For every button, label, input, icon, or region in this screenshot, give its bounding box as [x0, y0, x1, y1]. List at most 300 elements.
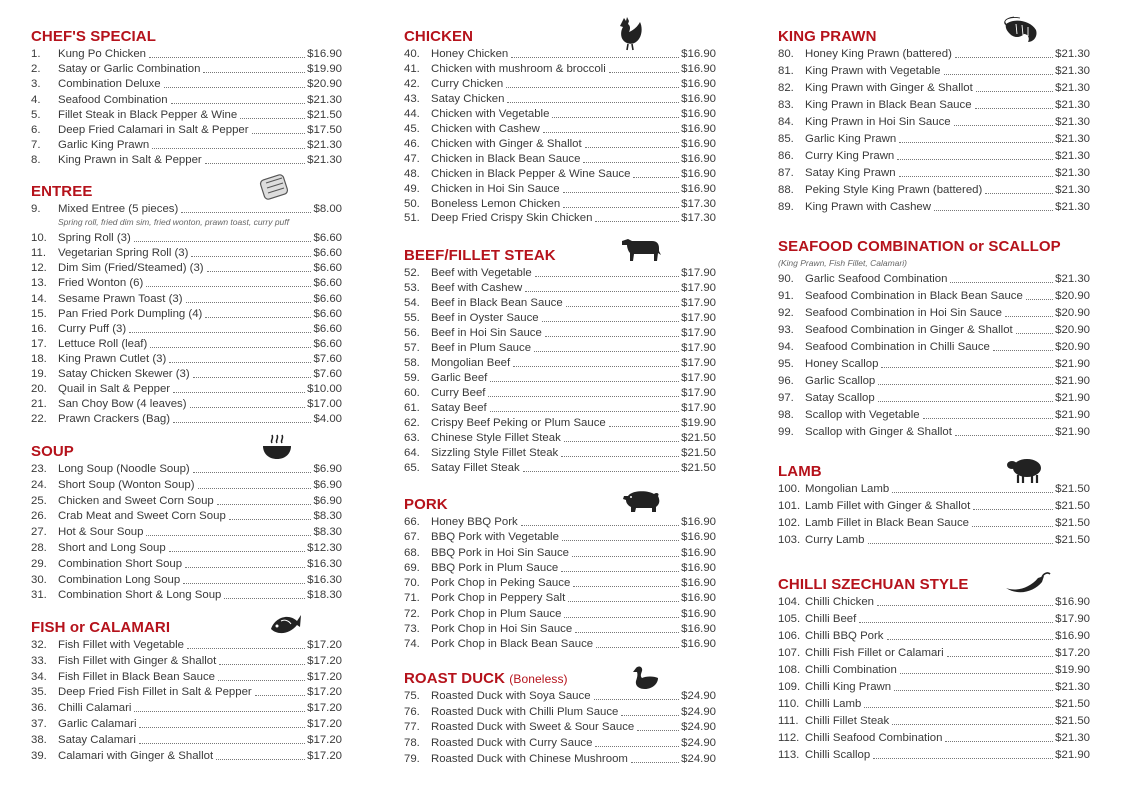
item-number: 56.	[404, 327, 420, 339]
item-leader	[523, 471, 680, 472]
item-price: $21.30	[1055, 732, 1090, 744]
item-number: 37.	[31, 718, 47, 730]
menu-item	[778, 532, 1090, 547]
item-name: Chicken with Cashew	[431, 122, 540, 135]
item-leader	[169, 362, 311, 363]
item-number: 28.	[31, 542, 47, 554]
menu-item	[778, 611, 1090, 626]
menu-item	[404, 445, 716, 460]
item-price: $24.90	[681, 737, 716, 750]
item-name: Deep Fried Calamari in Salt & Pepper	[58, 124, 249, 136]
item-leader	[545, 336, 679, 337]
item-leader	[894, 690, 1053, 691]
menu-item	[404, 46, 716, 61]
item-price: $24.90	[681, 752, 716, 765]
item-name: Chilli Beef	[805, 613, 857, 625]
section-title: SEAFOOD COMBINATION or SCALLOP	[778, 238, 1061, 255]
item-name: Garlic Seafood Combination	[805, 273, 948, 285]
item-price: $21.50	[1055, 698, 1090, 710]
prawn-icon	[1000, 14, 1044, 48]
menu-item	[778, 199, 1090, 214]
item-number: 66.	[404, 516, 420, 528]
item-leader	[511, 57, 679, 58]
menu-item	[778, 696, 1090, 711]
item-leader	[596, 647, 679, 648]
item-leader	[562, 540, 679, 541]
section-title: FISH or CALAMARI	[31, 619, 171, 636]
menu-item	[31, 275, 342, 290]
item-name: King Prawn with Ginger & Shallot	[805, 81, 973, 94]
item-number: 35.	[31, 686, 47, 699]
item-price: $6.90	[313, 478, 342, 491]
item-leader	[173, 392, 305, 393]
item-leader	[955, 57, 1053, 58]
item-number: 14.	[31, 292, 47, 305]
item-name: Vegetarian Spring Roll (3)	[58, 247, 189, 260]
item-name: Satay Chicken Skewer (3)	[58, 368, 190, 380]
item-number: 29.	[31, 557, 47, 570]
item-leader	[881, 367, 1053, 368]
item-name: Chilli Fillet Steak	[805, 715, 890, 727]
item-leader	[169, 551, 305, 552]
item-price: $21.30	[307, 139, 342, 152]
item-price: $21.30	[307, 154, 342, 167]
item-price: $19.90	[1055, 664, 1090, 676]
item-name: Chilli Scallop	[805, 749, 871, 761]
item-leader	[1026, 299, 1053, 300]
menu-item	[31, 122, 342, 137]
item-leader	[583, 162, 679, 163]
item-name: Pork Chop in Black Bean Sauce	[431, 638, 594, 650]
item-name: Short Soup (Wonton Soup)	[58, 478, 195, 491]
menu-item	[31, 524, 342, 539]
item-leader	[609, 72, 679, 73]
item-price: $24.90	[681, 721, 716, 734]
item-leader	[198, 488, 312, 489]
item-number: 5.	[31, 108, 41, 121]
item-leader	[947, 656, 1054, 657]
item-number: 41.	[404, 62, 420, 75]
menu-item	[404, 91, 716, 106]
menu-item	[31, 572, 342, 587]
item-name: Fish Fillet with Ginger & Shallot	[58, 654, 217, 667]
item-price: $17.90	[681, 357, 716, 369]
item-leader	[164, 87, 306, 88]
item-number: 42.	[404, 77, 420, 90]
item-price: $16.90	[681, 77, 716, 90]
item-name: Chicken with mushroom & broccoli	[431, 62, 606, 75]
item-number: 103.	[778, 534, 801, 546]
menu-item	[778, 322, 1090, 337]
item-name: Satay Chicken	[431, 92, 505, 105]
item-name: Seafood Combination in Black Bean Sauce	[805, 290, 1023, 302]
item-number: 75.	[404, 690, 420, 702]
item-price: $21.50	[1055, 500, 1090, 512]
item-leader	[224, 598, 305, 599]
menu-item	[31, 92, 342, 107]
item-number: 19.	[31, 368, 47, 380]
item-leader	[190, 407, 306, 408]
section-title: CHICKEN	[404, 28, 474, 45]
menu-item	[778, 288, 1090, 303]
item-name: BBQ Pork in Hoi Sin Sauce	[431, 546, 570, 559]
item-number: 22.	[31, 413, 47, 426]
menu-item	[404, 385, 716, 400]
item-number: 3.	[31, 78, 41, 91]
item-number: 86.	[778, 149, 794, 162]
menu-item	[778, 713, 1090, 728]
item-price: $6.60	[313, 277, 342, 290]
item-leader	[950, 282, 1053, 283]
item-price: $21.30	[1055, 200, 1090, 213]
item-leader	[506, 87, 679, 88]
item-name: Honey King Prawn (battered)	[805, 48, 952, 60]
section-title: LAMB	[778, 463, 822, 480]
menu-item	[31, 245, 342, 260]
menu-item	[404, 76, 716, 91]
item-name: King Prawn in Black Bean Sauce	[805, 98, 972, 111]
item-price: $17.90	[681, 327, 716, 339]
item-price: $6.90	[313, 463, 342, 475]
item-leader	[993, 350, 1053, 351]
item-number: 59.	[404, 372, 420, 384]
item-name: Beef in Hoi Sin Sauce	[431, 327, 542, 339]
item-leader	[594, 699, 680, 700]
item-name: Sizzling Style Fillet Steak	[431, 447, 559, 459]
menu-item	[31, 684, 342, 699]
item-leader	[563, 192, 680, 193]
item-number: 107.	[778, 647, 801, 659]
item-name: Curry Chicken	[431, 77, 504, 90]
section-note: Spring roll, fried dim sim, fried wonton, prawn toast, curry puff	[58, 217, 290, 227]
section-title-sub: (Boneless)	[509, 672, 568, 686]
item-number: 46.	[404, 137, 420, 150]
item-price: $17.20	[307, 639, 342, 651]
item-leader	[543, 132, 679, 133]
item-price: $16.90	[681, 107, 716, 120]
item-number: 98.	[778, 409, 794, 421]
item-price: $18.30	[307, 589, 342, 602]
menu-item	[31, 351, 342, 366]
item-leader	[193, 472, 312, 473]
item-number: 38.	[31, 733, 47, 746]
item-name: Honey BBQ Pork	[431, 516, 518, 528]
item-leader	[535, 276, 679, 277]
item-number: 16.	[31, 322, 47, 335]
item-number: 95.	[778, 358, 794, 370]
item-price: $17.90	[681, 297, 716, 309]
menu-item	[31, 508, 342, 523]
menu-item	[31, 321, 342, 336]
menu-item	[31, 76, 342, 91]
item-price: $16.90	[681, 122, 716, 135]
item-leader	[186, 302, 312, 303]
item-leader	[152, 148, 305, 149]
item-leader	[899, 176, 1054, 177]
item-leader	[205, 163, 305, 164]
item-price: $21.30	[1055, 183, 1090, 196]
item-leader	[205, 317, 311, 318]
item-leader	[575, 632, 679, 633]
item-name: Combination Deluxe	[58, 78, 161, 91]
menu-item	[404, 529, 716, 544]
item-number: 54.	[404, 297, 420, 309]
item-price: $12.30	[307, 542, 342, 554]
item-price: $8.30	[313, 510, 342, 523]
item-name: Chicken in Black Bean Sauce	[431, 152, 581, 165]
item-price: $17.50	[307, 124, 342, 136]
item-name: Chilli BBQ Pork	[805, 630, 884, 642]
item-leader	[542, 321, 680, 322]
item-number: 97.	[778, 392, 794, 404]
spring-roll-icon	[259, 173, 289, 201]
fish-icon	[267, 609, 303, 639]
item-price: $7.60	[313, 368, 342, 380]
menu-item	[778, 373, 1090, 388]
item-price: $16.90	[681, 48, 716, 60]
section-title: ENTREE	[31, 183, 93, 200]
section-title: BEEF/FILLET STEAK	[404, 247, 556, 264]
menu-item	[404, 735, 716, 750]
item-number: 74.	[404, 638, 420, 650]
item-leader	[561, 456, 679, 457]
item-number: 36.	[31, 702, 47, 715]
item-name: Pork Chop in Peking Sauce	[431, 577, 571, 589]
item-leader	[973, 509, 1053, 510]
item-leader	[173, 422, 311, 423]
item-leader	[878, 384, 1053, 385]
menu-item	[31, 732, 342, 747]
menu-item	[404, 430, 716, 445]
item-name: San Choy Bow (4 leaves)	[58, 398, 187, 411]
item-price: $16.90	[681, 182, 716, 195]
menu-item	[31, 411, 342, 426]
item-leader	[488, 396, 679, 397]
item-leader	[955, 435, 1053, 436]
item-number: 26.	[31, 510, 47, 523]
menu-item	[778, 662, 1090, 677]
menu-item	[404, 310, 716, 325]
menu-item	[778, 747, 1090, 762]
item-price: $21.30	[307, 93, 342, 106]
item-name: Quail in Salt & Pepper	[58, 383, 171, 396]
item-name: Boneless Lemon Chicken	[431, 197, 561, 210]
item-price: $17.90	[681, 387, 716, 399]
item-number: 55.	[404, 312, 420, 324]
item-price: $16.30	[307, 557, 342, 570]
cow-icon	[620, 235, 662, 263]
menu-item	[778, 407, 1090, 422]
menu-item	[404, 688, 716, 703]
item-name: Honey Chicken	[431, 48, 509, 60]
item-price: $17.20	[307, 670, 342, 683]
item-leader	[513, 366, 679, 367]
item-leader	[218, 680, 305, 681]
item-name: Fish Fillet in Black Bean Sauce	[58, 670, 216, 683]
item-leader	[255, 695, 305, 696]
item-name: BBQ Pork with Vegetable	[431, 531, 559, 544]
item-name: Honey Scallop	[805, 358, 879, 370]
item-price: $20.90	[1055, 307, 1090, 319]
menu-item	[404, 121, 716, 136]
item-price: $21.30	[1055, 48, 1090, 60]
item-price: $17.90	[1055, 613, 1090, 625]
item-number: 102.	[778, 517, 801, 529]
item-name: Satay King Prawn	[805, 166, 896, 179]
item-name: Chilli Chicken	[805, 596, 875, 608]
chilli-pepper-icon	[1004, 570, 1052, 596]
item-leader	[631, 762, 679, 763]
item-number: 104.	[778, 596, 801, 608]
item-number: 57.	[404, 342, 420, 354]
menu-item	[778, 63, 1090, 78]
item-number: 73.	[404, 622, 420, 635]
item-price: $21.50	[1055, 534, 1090, 546]
menu-item	[31, 716, 342, 731]
menu-item	[404, 545, 716, 560]
item-price: $17.20	[307, 749, 342, 762]
menu-item	[404, 719, 716, 734]
menu-item	[778, 271, 1090, 286]
menu-item	[31, 137, 342, 152]
item-name: Fish Fillet with Vegetable	[58, 639, 184, 651]
item-number: 67.	[404, 531, 420, 544]
item-number: 96.	[778, 375, 794, 387]
item-leader	[595, 746, 679, 747]
menu-item	[31, 477, 342, 492]
item-number: 113.	[778, 749, 800, 761]
item-leader	[1016, 333, 1053, 334]
item-leader	[525, 291, 679, 292]
section-title: KING PRAWN	[778, 28, 877, 45]
item-leader	[609, 426, 679, 427]
item-name: Lettuce Roll (leaf)	[58, 337, 148, 350]
item-number: 69.	[404, 561, 420, 574]
menu-item	[778, 594, 1090, 609]
item-number: 101.	[778, 500, 801, 512]
item-number: 82.	[778, 81, 794, 94]
item-price: $21.50	[681, 462, 716, 474]
item-name: Lamb Fillet in Black Bean Sauce	[805, 517, 969, 529]
item-name: BBQ Pork in Plum Sauce	[431, 561, 559, 574]
item-price: $20.90	[307, 78, 342, 91]
item-leader	[892, 724, 1053, 725]
item-leader	[864, 707, 1053, 708]
item-leader	[972, 526, 1053, 527]
item-name: Fillet Steak in Black Pepper & Wine	[58, 108, 238, 121]
item-leader	[944, 74, 1054, 75]
item-number: 8.	[31, 154, 41, 167]
item-name: Curry Puff (3)	[58, 322, 127, 335]
menu-item	[404, 560, 716, 575]
item-price: $21.50	[681, 447, 716, 459]
item-number: 9.	[31, 203, 41, 215]
item-number: 64.	[404, 447, 420, 459]
menu-item	[31, 637, 342, 652]
menu-item	[31, 46, 342, 61]
item-number: 61.	[404, 402, 420, 414]
menu-item	[31, 260, 342, 275]
item-number: 6.	[31, 124, 41, 136]
item-name: King Prawn with Vegetable	[805, 64, 941, 77]
item-price: $17.20	[307, 686, 342, 699]
item-price: $21.30	[1055, 149, 1090, 162]
item-leader	[490, 411, 679, 412]
menu-item	[31, 291, 342, 306]
item-number: 39.	[31, 749, 47, 762]
menu-item	[778, 424, 1090, 439]
item-leader	[139, 743, 305, 744]
item-price: $21.90	[1055, 358, 1090, 370]
menu-item	[778, 80, 1090, 95]
menu-item	[404, 325, 716, 340]
item-price: $16.90	[681, 546, 716, 559]
menu-item	[31, 381, 342, 396]
item-number: 78.	[404, 737, 420, 750]
item-number: 10.	[31, 232, 47, 245]
item-leader	[229, 519, 312, 520]
item-price: $21.30	[1055, 64, 1090, 77]
item-number: 68.	[404, 546, 420, 559]
item-name: King Prawn with Cashew	[805, 200, 931, 213]
item-number: 92.	[778, 307, 794, 319]
item-number: 53.	[404, 282, 420, 294]
item-price: $6.60	[313, 232, 342, 245]
item-price: $6.90	[313, 494, 342, 507]
item-number: 94.	[778, 341, 794, 353]
item-number: 25.	[31, 494, 47, 507]
item-leader	[563, 207, 679, 208]
item-price: $16.90	[307, 48, 342, 60]
item-leader	[507, 102, 679, 103]
item-name: Chicken with Ginger & Shallot	[431, 137, 582, 150]
section-title: CHILLI SZECHUAN STYLE	[778, 576, 969, 593]
item-price: $4.00	[313, 413, 342, 426]
item-leader	[595, 221, 679, 222]
item-price: $17.90	[681, 342, 716, 354]
item-leader	[216, 759, 305, 760]
item-number: 62.	[404, 417, 420, 429]
menu-item	[778, 182, 1090, 197]
pig-icon	[622, 488, 662, 514]
item-number: 80.	[778, 48, 794, 60]
item-leader	[873, 758, 1053, 759]
item-number: 23.	[31, 463, 47, 475]
item-name: Chinese Style Fillet Steak	[431, 432, 561, 444]
item-name: Beef in Oyster Sauce	[431, 312, 539, 324]
item-leader	[252, 133, 306, 134]
item-leader	[892, 492, 1053, 493]
section-title	[404, 670, 568, 687]
item-price: $21.50	[1055, 715, 1090, 727]
item-price: $19.90	[307, 63, 342, 76]
item-name: Roasted Duck with Curry Sauce	[431, 737, 593, 750]
item-name: Curry Beef	[431, 387, 486, 399]
item-number: 110.	[778, 698, 800, 710]
item-price: $21.30	[1055, 98, 1090, 111]
item-leader	[191, 256, 311, 257]
item-price: $21.30	[1055, 681, 1090, 693]
item-price: $16.90	[681, 516, 716, 528]
item-name: Chilli Combination	[805, 664, 897, 676]
item-price: $16.90	[681, 92, 716, 105]
item-name: Mongolian Lamb	[805, 483, 890, 495]
item-name: Spring Roll (3)	[58, 232, 131, 245]
item-name: Deep Fried Crispy Skin Chicken	[431, 212, 593, 225]
item-number: 105.	[778, 613, 801, 625]
item-price: $6.60	[313, 307, 342, 320]
item-name: Lamb Fillet with Ginger & Shallot	[805, 500, 971, 512]
